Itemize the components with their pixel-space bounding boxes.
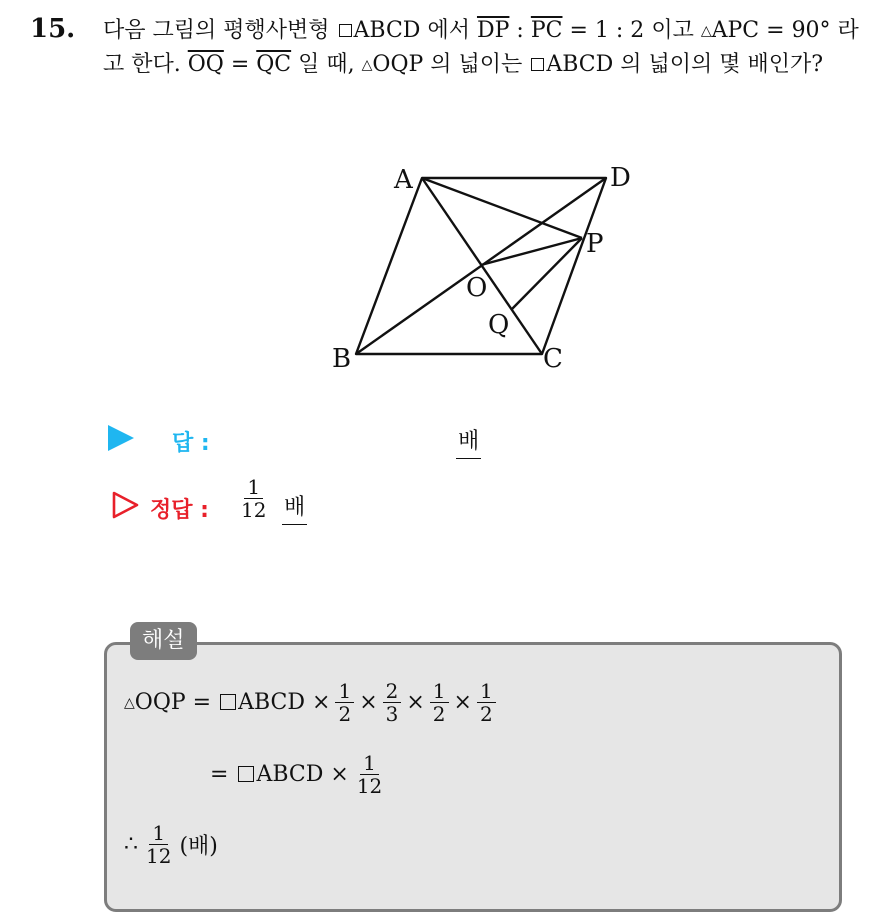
sol-l2-mid: ABCD × [256, 762, 349, 787]
correct-numerator: 1 [244, 476, 263, 499]
q-text-4: 90° 라고 한다. [103, 18, 859, 77]
solution-line-3 [124, 822, 218, 867]
q-text-6: 의 넓이는 [430, 52, 523, 77]
label-o: O [466, 273, 488, 303]
q-shape-2: ABCD [546, 52, 614, 77]
segment-op [481, 238, 582, 265]
q-text-5: 일 때, [298, 52, 355, 77]
triangle-icon: △ [361, 57, 373, 73]
question-number: 15. [30, 14, 76, 44]
segment-ap [422, 178, 582, 238]
q-tri-name: OQP [372, 52, 424, 77]
triangle-icon: △ [124, 694, 135, 711]
q-text-3: 이고 [651, 18, 694, 43]
label-d: D [610, 163, 631, 193]
sol-frac-2-num: 2 [383, 680, 402, 703]
sol-frac-3 [430, 680, 449, 725]
sol-l3-unit: (배) [179, 834, 218, 859]
sol-l2-eq: = [210, 762, 229, 787]
sol-frac-6-num: 1 [149, 822, 168, 845]
correct-unit: 배 [282, 490, 307, 525]
sol-frac-2 [383, 680, 402, 725]
sol-l1-mid: ABCD × [238, 690, 331, 715]
sol-frac-3-num: 1 [430, 680, 449, 703]
sol-times-1: × [359, 690, 378, 715]
parallelogram-figure [330, 160, 650, 380]
segment-dp: $\overline{DP}$ [476, 18, 510, 43]
parallelogram-icon [339, 24, 352, 37]
sol-frac-6 [143, 822, 174, 867]
label-c: C [543, 344, 563, 374]
parallelogram-icon [220, 694, 236, 710]
sol-frac-1-num: 1 [335, 680, 354, 703]
sol-therefore: ∴ [124, 832, 138, 857]
sol-frac-2-den: 3 [385, 702, 399, 726]
q-text-8: 몇 배인가? [719, 52, 824, 77]
sol-frac-4-den: 2 [479, 702, 493, 726]
sol-frac-5-num: 1 [360, 752, 379, 775]
sol-frac-3-den: 2 [432, 702, 446, 726]
q-text-2: 에서 [427, 18, 470, 43]
sol-frac-5-den: 12 [356, 774, 383, 798]
label-b: B [332, 344, 352, 374]
q-text-1: 다음 그림의 평행사변형 [103, 18, 330, 43]
sol-frac-4-num: 1 [477, 680, 496, 703]
sol-frac-1-den: 2 [338, 702, 352, 726]
segment-qc: $\overline{QC}$ [256, 52, 292, 77]
answer-unit: 배 [456, 424, 481, 459]
segment-pc: $\overline{PC}$ [530, 18, 563, 43]
sol-times-3: × [453, 690, 472, 715]
label-q: Q [488, 310, 510, 340]
question-text [103, 14, 873, 82]
sol-frac-4 [477, 680, 496, 725]
q-colon: : [516, 18, 524, 43]
answer-arrow-icon [108, 425, 134, 451]
sol-l1-lhs: OQP = [134, 690, 219, 715]
sol-frac-6-den: 12 [146, 844, 172, 868]
correct-label: 정답 : [150, 498, 209, 523]
solution-line-2 [210, 752, 390, 797]
correct-fraction [238, 476, 269, 521]
diagonal-bd [356, 178, 606, 354]
correct-denominator: 12 [241, 498, 267, 522]
solution-tab: 해설 [130, 622, 197, 660]
label-p: P [586, 229, 604, 259]
q-ratio: = 1 : 2 [569, 18, 645, 43]
correct-arrow-icon [112, 491, 140, 519]
q-angle: APC = [711, 18, 785, 43]
q-shape-1: ABCD [353, 18, 421, 43]
answer-label: 답 : [172, 431, 210, 456]
segment-oq: $\overline{OQ}$ [187, 52, 224, 77]
solution-line-1 [124, 680, 501, 725]
sol-frac-5 [354, 752, 385, 797]
sol-times-2: × [406, 690, 425, 715]
q-eq: = [230, 52, 250, 77]
parallelogram-icon [531, 58, 544, 71]
triangle-icon: △ [700, 23, 712, 39]
label-a: A [394, 165, 413, 195]
q-text-7: 의 넓이의 [620, 52, 713, 77]
sol-frac-1 [335, 680, 354, 725]
parallelogram-icon [238, 766, 254, 782]
